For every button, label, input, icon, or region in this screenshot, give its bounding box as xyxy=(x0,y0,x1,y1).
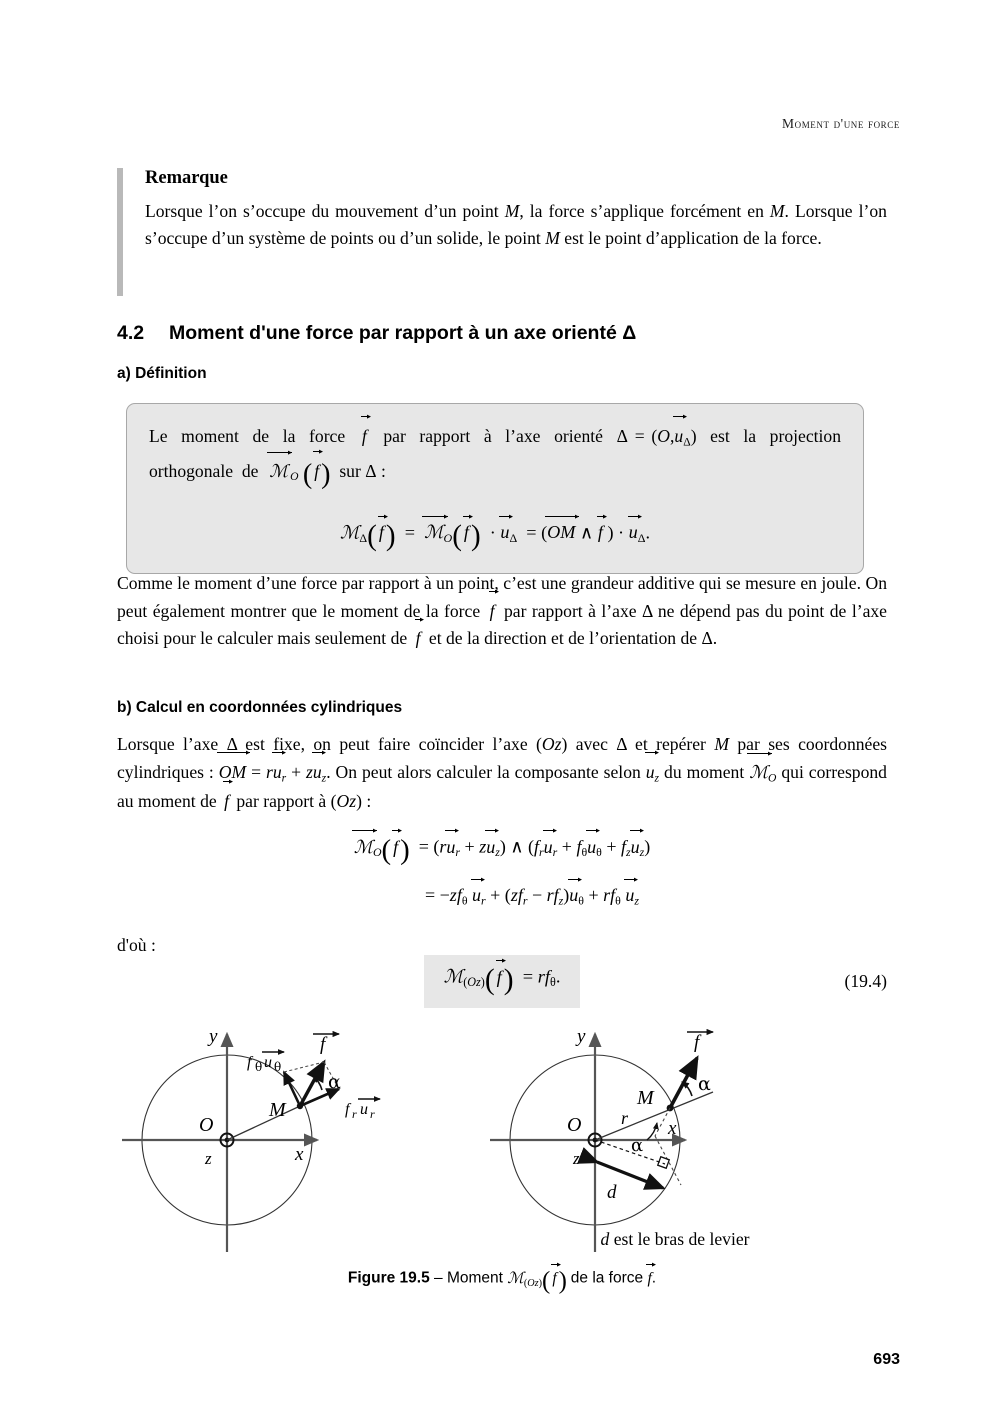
equation-moment-line-1: ℳ$_O$( $f) = (ru_r + zu_z)$ ∧ $(f_ru_r + f_\theta u_\theta + f_zu_z)$ xyxy=(353,834,651,866)
right-alpha-arc-M xyxy=(682,1082,692,1096)
figure-caption-dash: – xyxy=(434,1269,443,1287)
right-label-alpha-foot: α xyxy=(631,1135,644,1156)
subheading-a-definition: a) Définition xyxy=(117,365,207,382)
left-ftheta-component xyxy=(284,1072,300,1106)
page-number: 693 xyxy=(873,1351,900,1368)
equation-moment-line-2: = $-zf_\theta$ $u_r + (zf_r - rf_z)u_\theta + rf_\theta$ $u_z$ xyxy=(424,885,639,908)
definition-box xyxy=(126,403,864,574)
figure-19-5-svg xyxy=(117,1012,887,1262)
right-label-x: x xyxy=(668,1118,677,1139)
figure-caption-text-2: de la force xyxy=(570,1269,644,1287)
remark-accent-bar xyxy=(117,168,123,296)
svg-text:θ: θ xyxy=(274,1060,282,1074)
lever-arm-note: d est le bras de levier xyxy=(600,1229,750,1249)
right-label-r: r xyxy=(621,1108,629,1128)
remark-text: Lorsque l’on s’occupe du mouvement d’un point M, la force s’applique forcément en M. Lorsque l’on s’occupe d’un système de points ou d’un solide, le point M est le point d’application de la force. xyxy=(145,201,887,248)
running-header: Moment d'une force xyxy=(782,116,900,131)
left-label-fr-ur xyxy=(345,1099,380,1121)
left-label-y: y xyxy=(209,1026,218,1047)
svg-text:f: f xyxy=(345,1101,350,1118)
svg-text:r: r xyxy=(370,1107,375,1121)
section-number: 4.2 xyxy=(117,322,145,344)
right-label-z: z xyxy=(573,1149,580,1168)
right-label-f: f xyxy=(694,1032,700,1053)
figure-caption-math: ℳ$_{(Oz)}$( f) xyxy=(507,1267,567,1294)
figure-caption-text-3: . xyxy=(651,1269,657,1287)
right-dotted-O-to-foot xyxy=(595,1140,665,1164)
subheading-b-cylindrical: b) Calcul en coordonnées cylindriques xyxy=(117,699,403,716)
paragraph-after-definition: Comme le moment d’une force par rapport à un point, c’est une grandeur additive qui se mesure en joule. On peut également montrer que le moment de la force f par rapport à l’axe Δ ne dépend pas du point de l’axe choisi pour le calculer mais seulement de f et de la direction et de l’orientation de Δ. xyxy=(117,570,887,652)
figure-19-5 xyxy=(117,1012,887,1262)
figure-caption-text-1: Moment xyxy=(446,1269,503,1287)
left-label-x: x xyxy=(295,1144,304,1165)
left-diagram xyxy=(122,1026,380,1252)
equation-19-4-wrapper xyxy=(117,955,887,1008)
figure-caption-force: f xyxy=(647,1269,652,1287)
figure-caption-label: Figure 19.5 xyxy=(347,1269,430,1287)
right-diagram xyxy=(490,1026,713,1252)
left-label-M: M xyxy=(269,1099,286,1121)
remark-block xyxy=(117,168,887,252)
dou-text: d'où : xyxy=(117,935,156,955)
section-heading-4-2 xyxy=(117,322,636,345)
right-label-M: M xyxy=(637,1087,654,1109)
left-label-z: z xyxy=(205,1149,212,1168)
definition-line-1: Le moment de la force f par rapport à l’axe orienté $\Delta = (O,u_\Delta)$ est la projection orthogonale de ℳ $_O$ ( f) sur Δ : xyxy=(149,421,841,498)
left-label-f: f xyxy=(320,1034,326,1055)
right-label-O: O xyxy=(567,1114,582,1136)
right-label-y: y xyxy=(577,1026,586,1047)
svg-text:f: f xyxy=(247,1054,252,1071)
right-label-alpha-M: α xyxy=(698,1073,711,1095)
right-label-d: d xyxy=(607,1182,617,1203)
remark-title: Remarque xyxy=(145,168,228,188)
svg-text:u: u xyxy=(264,1054,272,1071)
section-title: Moment d'une force par rapport à un axe orienté Δ xyxy=(169,322,637,344)
svg-text:u: u xyxy=(360,1101,368,1118)
equation-number-19-4: (19.4) xyxy=(844,971,887,991)
definition-display-equation: ℳ$_\Delta$( f) = ℳ$_O$( $f) \cdot u_\Delta = (OM$ ∧ f ) · $u_\Delta$. xyxy=(339,519,651,552)
left-label-ftheta-utheta xyxy=(247,1052,284,1074)
svg-text:r: r xyxy=(352,1107,357,1121)
left-label-alpha: α xyxy=(328,1071,341,1093)
figure-caption xyxy=(117,1267,887,1295)
svg-text:θ: θ xyxy=(255,1060,263,1074)
paragraph-cylindrical: Lorsque l’axe Δ est fixe, on peut faire coïncider l’axe (Oz) avec Δ et repérer M par ses coordonnées cylindriques : OM = $ru_r + zu_z$. On peut alors calculer la composante selon $u_z$ du moment ℳ$_O$ qui correspond au moment de f par rapport à (Oz) : xyxy=(117,731,887,814)
left-label-O: O xyxy=(199,1114,214,1136)
equation-19-4-boxed: ℳ$_{(Oz)}$( $f) = rf_\theta$. xyxy=(424,955,581,1008)
